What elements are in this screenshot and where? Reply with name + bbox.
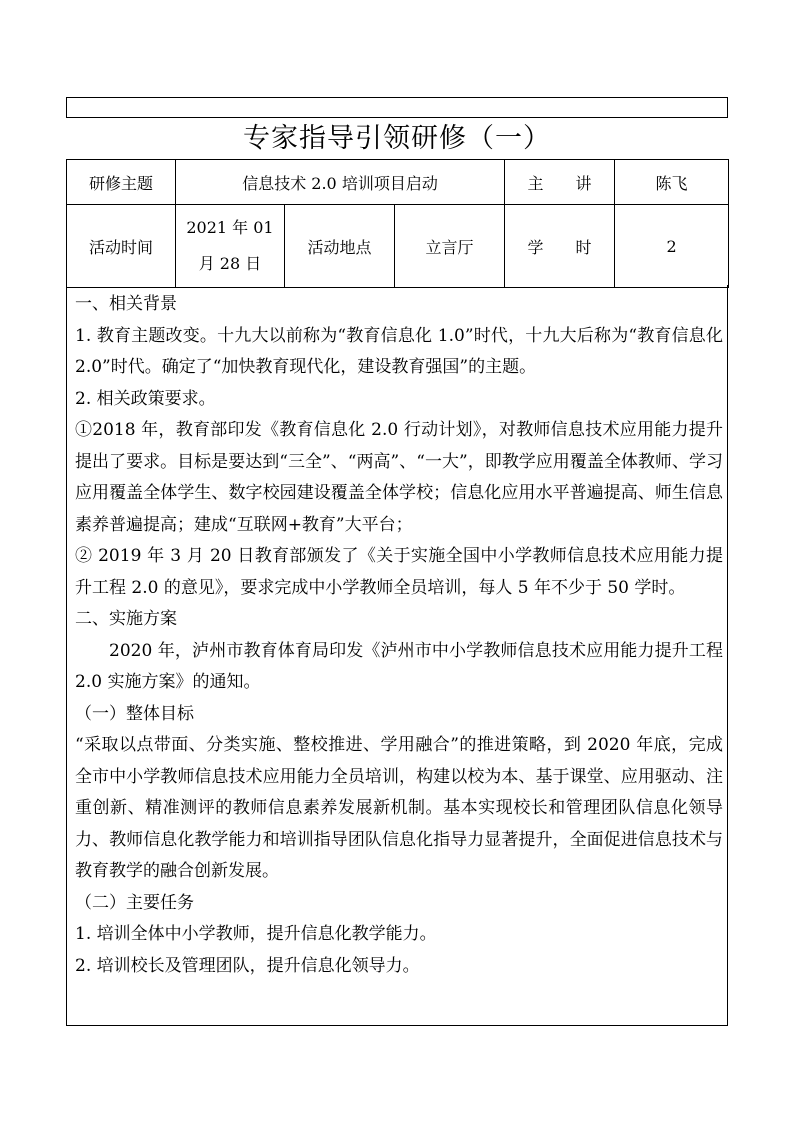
speaker-value: 陈飞 xyxy=(615,160,729,205)
time-value xyxy=(176,205,285,288)
subsection-heading: （一）整体目标 xyxy=(75,703,194,724)
paragraph: ② 2019 年 3 月 20 日教育部颁发了《关于实施全国中小学教师信息技术应用能力提升工程 2.0 的意见》，要求完成中小学教师全员培训，每人 5 年不少于 50 学时。 xyxy=(75,546,723,598)
info-row-topic xyxy=(67,160,729,205)
paragraph: 1. 培训全体中小学教师，提升信息化教学能力。 xyxy=(75,924,437,944)
time-value-line1: 2021 年 01 xyxy=(186,218,274,237)
hours-value: 2 xyxy=(615,205,729,288)
header-box xyxy=(66,97,728,118)
paragraph: 2. 培训校长及管理团队，提升信息化领导力。 xyxy=(75,955,420,976)
paragraph: 2020 年，泸州市教育体育局印发《泸州市中小学教师信息技术应用能力提升工程 2.0 实施方案》的通知。 xyxy=(75,640,723,692)
paragraph: 2. 相关政策要求。 xyxy=(75,388,216,409)
info-row-time xyxy=(67,205,729,288)
hours-label: 学 时 xyxy=(505,205,615,288)
section-heading: 一、相关背景 xyxy=(75,294,177,314)
place-label: 活动地点 xyxy=(285,205,395,288)
content-section xyxy=(66,285,728,1026)
time-value-line2: 月 28 日 xyxy=(198,254,262,273)
paragraph: 1. 教育主题改变。十九大以前称为“教育信息化 1.0”时代，十九大后称为“教育信息化 2.0”时代。确定了“加快教育现代化，建设教育强国”的主题。 xyxy=(75,325,723,377)
page-title: 专家指导引领研修（一） xyxy=(243,123,551,154)
info-table xyxy=(66,159,729,288)
place-value: 立言厅 xyxy=(395,205,505,288)
speaker-label: 主 讲 xyxy=(505,160,615,205)
topic-value: 信息技术 2.0 培训项目启动 xyxy=(176,160,505,205)
paragraph: “采取以点带面、分类实施、整校推进、学用融合”的推进策略，到 2020 年底，完成全市中小学教师信息技术应用能力全员培训，构建以校为本、基于课堂、应用驱动、注重创新、精准测评的教师信息素养发展新机制。基本实现校长和管理团队信息化领导力、教师信息化教学能力和培训指导团队信息化指导力显著提升，全面促进信息技术与教育教学的融合创新发展。 xyxy=(75,735,723,881)
topic-label: 研修主题 xyxy=(67,160,176,205)
subsection-heading: （二）主要任务 xyxy=(75,892,194,913)
paragraph: ①2018 年，教育部印发《教育信息化 2.0 行动计划》，对教师信息技术应用能力提升提出了要求。目标是要达到“三全”、“两高”、“一大”，即教学应用覆盖全体教师、学习应用覆盖全体学生、数字校园建设覆盖全体学校；信息化应用水平普遍提高、师生信息素养普遍提高；建成“互联网+教育”大平台； xyxy=(75,420,723,535)
section-heading: 二、实施方案 xyxy=(75,609,177,629)
time-label: 活动时间 xyxy=(67,205,176,288)
